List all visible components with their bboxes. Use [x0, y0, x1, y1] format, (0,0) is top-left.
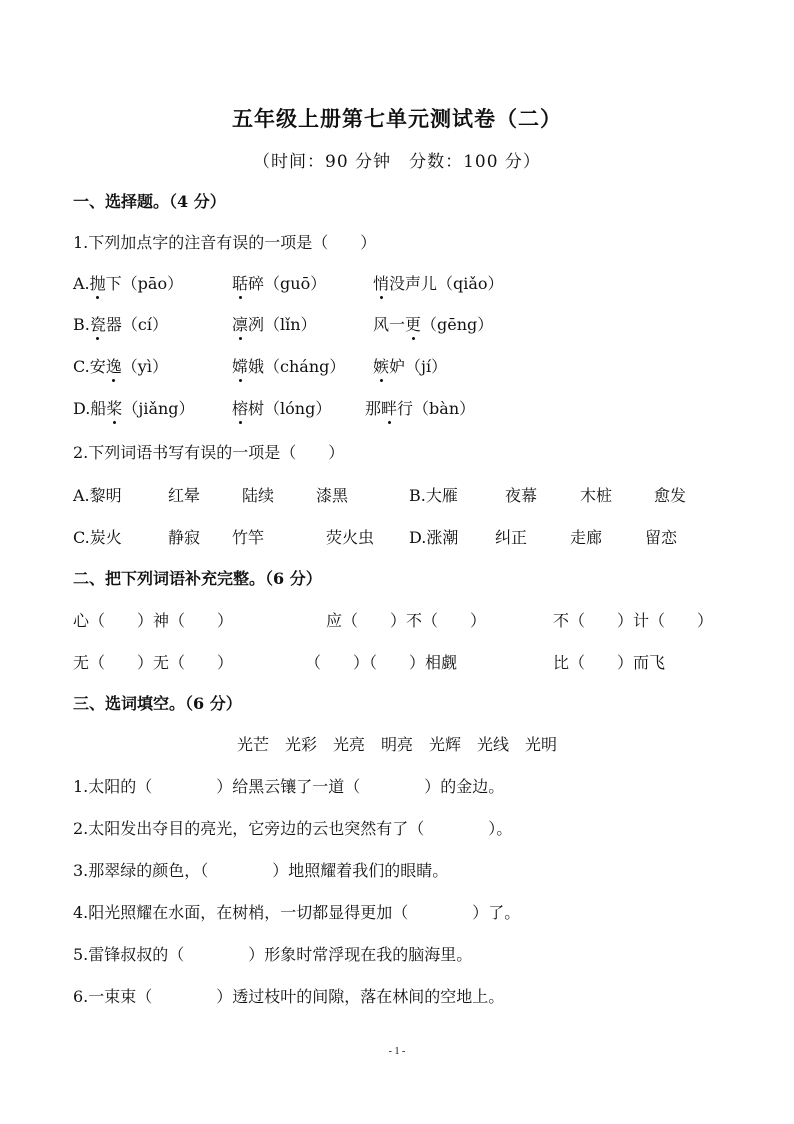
idiom-blank: 应（ ）不（ ） [326, 611, 487, 630]
dotted-char: 榕 [232, 397, 248, 421]
dotted-char: 更 [405, 313, 421, 337]
page-subtitle: （时间：90 分钟 分数：100 分） [253, 152, 541, 172]
fill-item: 1.太阳的（ ）给黑云镶了一道（ ）的金边。 [73, 777, 505, 796]
idiom-blank: （ ）（ ）相觑 [305, 653, 458, 672]
section2-heading: 二、把下列词语补充完整。（6 分） [73, 569, 322, 588]
dotted-char: 逸 [106, 355, 122, 379]
q2-word: 荧火虫 [326, 528, 375, 547]
fill-item: 3.那翠绿的颜色，（ ）地照耀着我们的眼睛。 [73, 861, 449, 880]
section1-heading: 一、选择题。（4 分） [73, 192, 226, 211]
q2-word: 漆黑 [316, 486, 349, 505]
fill-item: 6.一束束（ ）透过枝叶的间隙，落在林间的空地上。 [73, 987, 505, 1006]
q1-option-a-word3: 悄没声儿（qiǎo） [373, 272, 504, 296]
q1-option-d-word2: 榕树（lóng） [232, 397, 331, 421]
q2-word: 静寂 [168, 528, 201, 547]
idiom-blank: 心（ ）神（ ） [73, 611, 234, 630]
word-bank: 光芒 光彩 光亮 明亮 光辉 光线 光明 [236, 735, 557, 754]
fill-item: 4.阳光照耀在水面，在树梢，一切都显得更加（ ）了。 [73, 903, 521, 922]
q1-option-b-word2: 凛冽（lǐn） [232, 313, 317, 337]
page-number: - 1 - [388, 1046, 406, 1057]
idiom-blank: 无（ ）无（ ） [73, 653, 234, 672]
q1-option-c: C.安逸（yì） [73, 355, 168, 379]
dotted-char: 悄 [373, 272, 389, 296]
q2-word: 木桩 [580, 486, 613, 505]
dotted-char: 瓷 [90, 313, 106, 337]
q2-word: 纠正 [495, 528, 528, 547]
q2-word: 陆续 [242, 486, 275, 505]
q1-option-a-word2: 聒碎（guō） [232, 272, 326, 296]
q2-word: B.大雁 [409, 486, 458, 505]
q2-word: D.涨潮 [409, 528, 459, 547]
fill-item: 2.太阳发出夺目的亮光，它旁边的云也突然有了（ ）。 [73, 819, 513, 838]
q2-word: A.黎明 [73, 486, 122, 505]
section3-heading: 三、选词填空。（6 分） [73, 694, 242, 713]
idiom-blank: 不（ ）计（ ） [553, 611, 714, 630]
dotted-char: 嫉 [373, 355, 389, 379]
q1-option-c-word3: 嫉妒（jí） [373, 355, 447, 379]
dotted-char: 凛 [232, 313, 248, 337]
idiom-blank: 比（ ）而飞 [553, 653, 666, 672]
dotted-char: 嫦 [232, 355, 248, 379]
q2-word: 红晕 [168, 486, 201, 505]
q1-option-b: B.瓷器（cí） [73, 313, 168, 337]
dotted-char: 桨 [106, 397, 122, 421]
dotted-char: 抛 [90, 272, 106, 296]
q2-word: 愈发 [654, 486, 687, 505]
fill-item: 5.雷锋叔叔的（ ）形象时常浮现在我的脑海里。 [73, 945, 473, 964]
q1-option-c-word2: 嫦娥（cháng） [232, 355, 345, 379]
q2-word: 竹竿 [232, 528, 265, 547]
dotted-char: 聒 [232, 272, 248, 296]
page-title: 五年级上册第七单元测试卷（二） [232, 106, 562, 131]
q1-option-d-word3: 那畔行（bàn） [365, 397, 475, 421]
q2-word: C.炭火 [73, 528, 122, 547]
q1-option-a: A.抛下（pāo） [73, 272, 183, 296]
q2-word: 夜幕 [505, 486, 538, 505]
q2-word: 走廊 [570, 528, 603, 547]
dotted-char: 畔 [381, 397, 397, 421]
q2-word: 留恋 [645, 528, 678, 547]
q1-option-b-word3: 风一更（gēng） [373, 313, 493, 337]
q2-stem: 2.下列词语书写有误的一项是（ ） [73, 443, 345, 462]
q1-stem: 1.下列加点字的注音有误的一项是（ ） [73, 233, 377, 252]
q1-option-d: D.船桨（jiǎng） [73, 397, 195, 421]
